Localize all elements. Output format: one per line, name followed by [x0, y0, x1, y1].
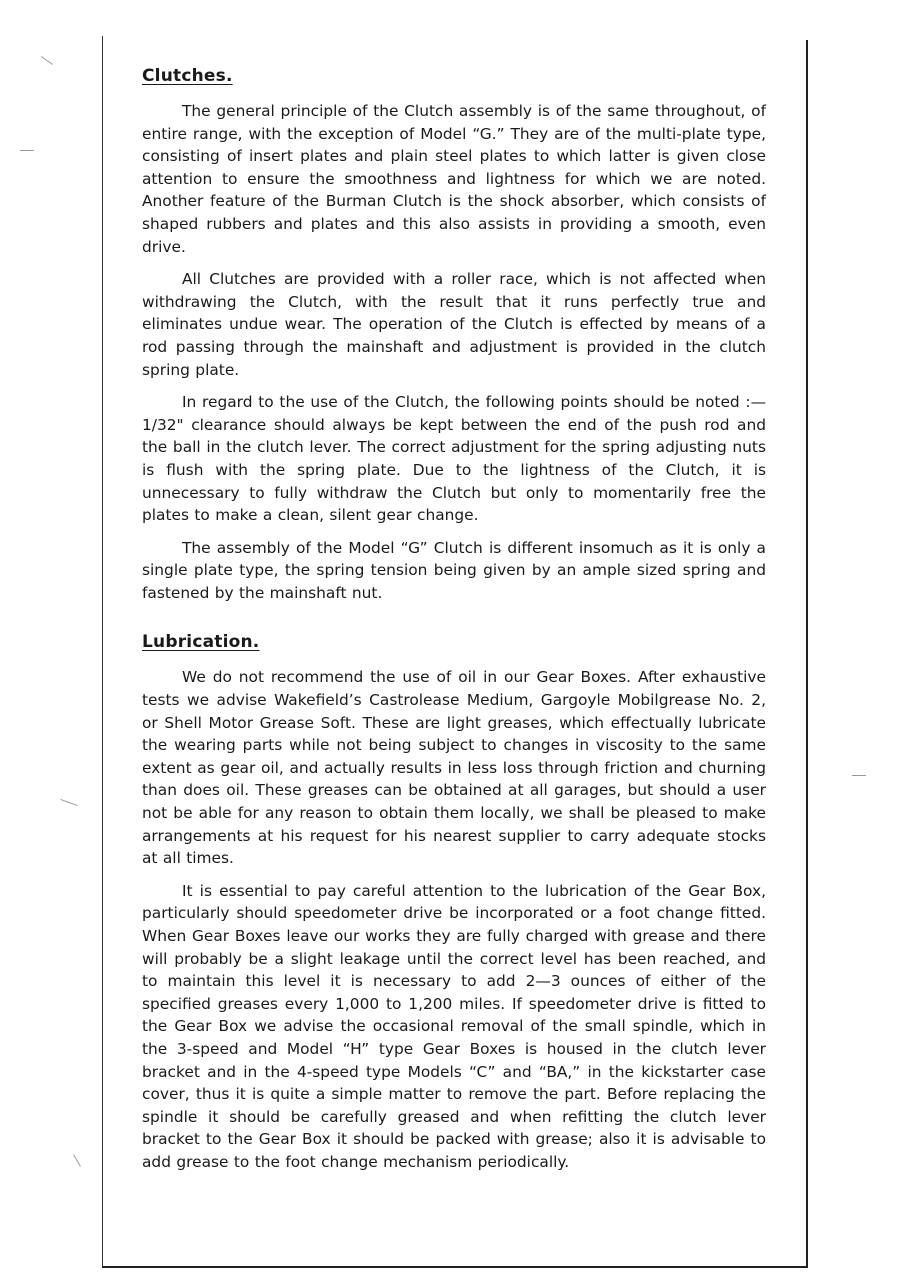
paragraph: We do not recommend the use of oil in our Gear Boxes. After exhaustive tests we advise Wakefield’s Castrolease Medium, Gargoyle Mobilgrease No. 2, or Shell Motor Grease Soft. These are light greases, which effectually lubricate the wearing parts while not being subject to changes in viscosity to the same extent as gear oil, and actually results in less loss through friction and churning than does oil. These greases can be obtained at all garages, but should a user not be able for any reason to obtain them locally, we shall be pleased to make arrangements at his request for his nearest supplier to carry adequate stocks at all times. [142, 668, 766, 868]
paragraph: It is essential to pay careful attention to the lubrication of the Gear Box, particularly should speedometer drive be incorporated or a foot change fitted. When Gear Boxes leave our works they are fully charged with grease and there will probably be a slight leakage until the correct level has been reached, and to maintain this level it is necessary to add 2—3 ounces of either of the specified greases every 1,000 to 1,200 miles. If speedometer drive is fitted to the Gear Box we advise the occasional removal of the small spindle, which in the 3-speed and Model “H” type Gear Boxes is housed in the clutch lever bracket and in the 4-speed type Models “C” and “BA,” in the kickstarter case cover, thus it is quite a simple matter to remove the part. Before replacing the spindle it should be carefully greased and when refitting the clutch lever bracket to the Gear Box it should be packed with grease; also it is advisable to add grease to the foot change mechanism periodically. [142, 881, 766, 1171]
margin-mark [73, 1154, 81, 1167]
paragraph: The general principle of the Clutch assembly is of the same throughout, of entire range, with the exception of Model “G.” They are of the multi-plate type, consisting of insert plates and plain steel plates to which latter is given close attention to ensure the smoothness and lightness for which we are noted. Another feature of the Burman Clutch is the shock absorber, which consists of shaped rubbers and plates and this also assists in providing a smooth, even drive. [142, 102, 766, 256]
paragraph: In regard to the use of the Clutch, the following points should be noted :—1/32" clearance should always be kept between the end of the push rod and the ball in the clutch lever. The correct adjustment for the spring adjusting nuts is flush with the spring plate. Due to the lightness of the Clutch, it is unnecessary to fully withdraw the Clutch but only to momentarily free the plates to make a clean, silent gear change. [142, 393, 766, 525]
lubrication-section [142, 632, 766, 1173]
page-border-left [102, 36, 103, 1268]
margin-mark [20, 150, 34, 151]
clutches-section [142, 66, 766, 604]
section-heading: Lubrication. [142, 632, 260, 653]
section-heading: Clutches. [142, 66, 233, 86]
page-border-bottom [102, 1266, 808, 1268]
document-body [142, 66, 766, 1184]
margin-mark [60, 799, 77, 806]
margin-mark [852, 775, 866, 776]
paragraph: All Clutches are provided with a roller race, which is not affected when withdrawing the Clutch, with the result that it runs perfectly true and eliminates undue wear. The operation of the Clutch is effected by means of a rod passing through the mainshaft and adjustment is provided in the clutch spring plate. [142, 270, 766, 379]
page-border-right [806, 40, 808, 1268]
paragraph: The assembly of the Model “G” Clutch is different insomuch as it is only a single plate type, the spring tension being given by an ample sized spring and fastened by the mainshaft nut. [142, 538, 766, 602]
margin-mark [41, 56, 53, 65]
